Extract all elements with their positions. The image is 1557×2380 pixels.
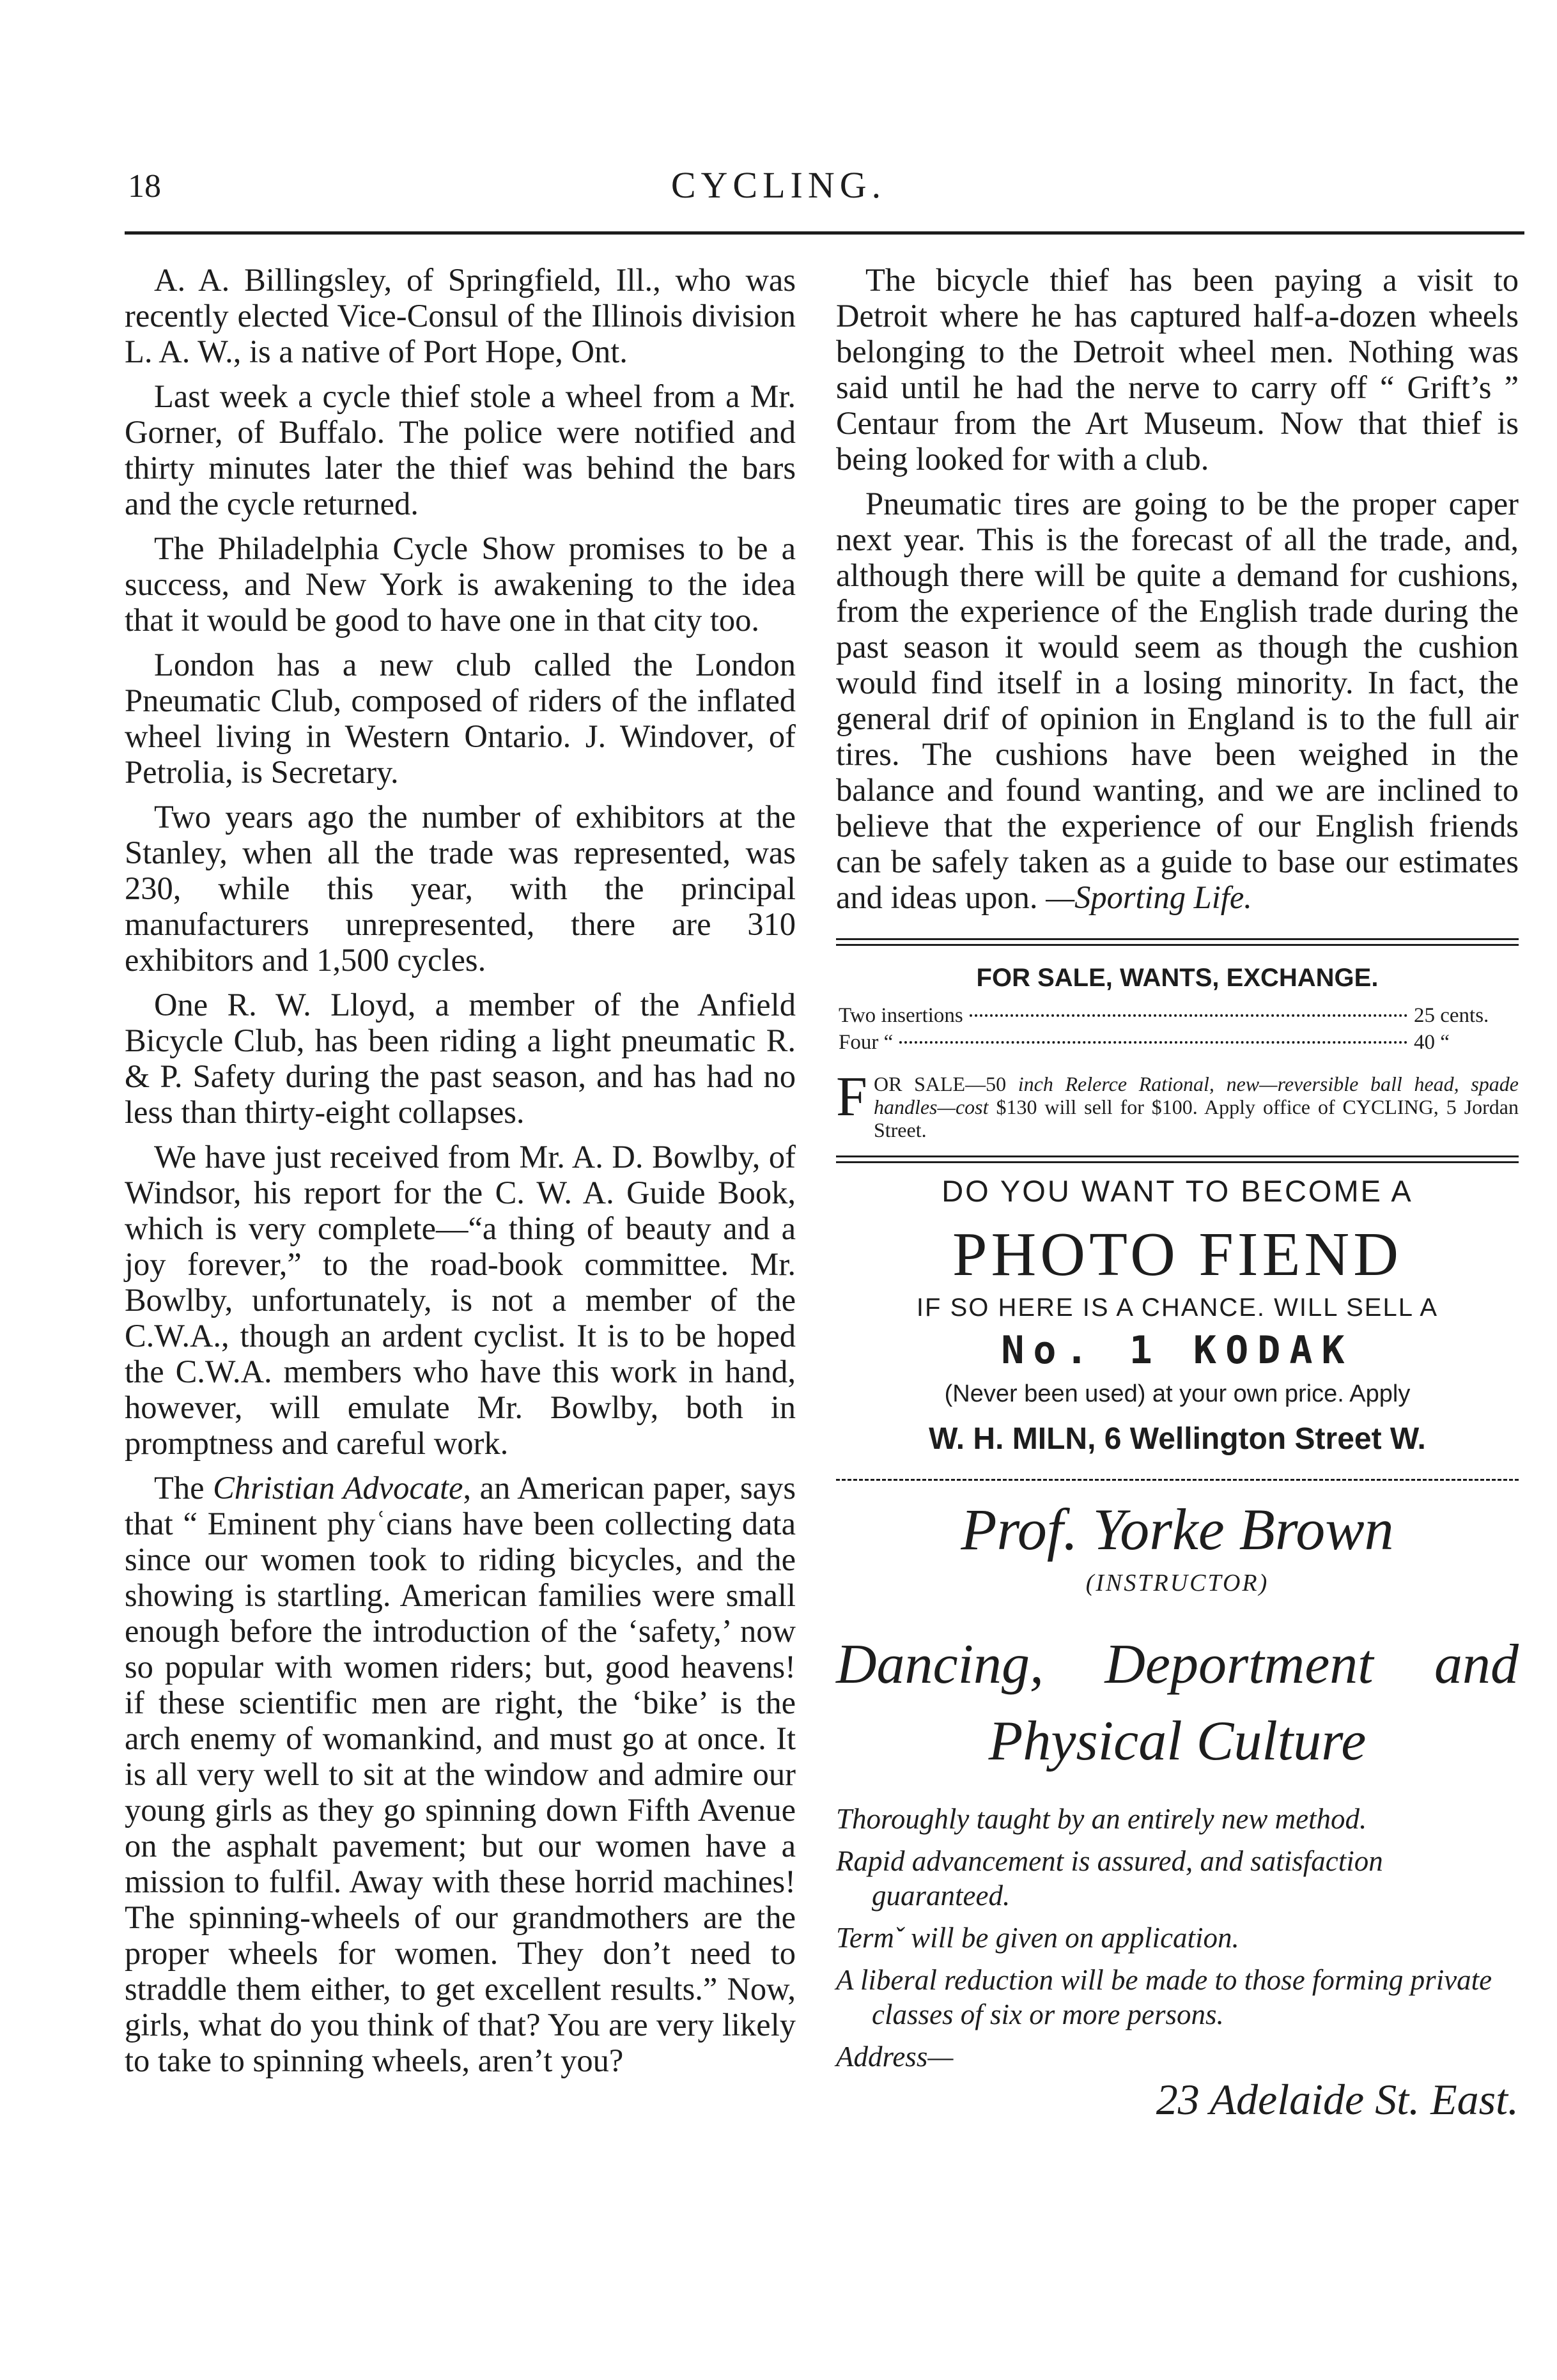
news-item-buffalo-thief: Last week a cycle thief stole a wheel from a Mr. Gorner, of Buffalo. The police were notified and thirty minutes later the thief was behind the bars and the cycle returned. [125, 378, 796, 522]
advert-headline: PHOTO FIEND [952, 1220, 1402, 1289]
classified-rest: $130 will sell for $100. Apply office of CYCLING, 5 Jordan Street. [873, 1095, 1519, 1141]
right-column [836, 262, 1519, 2133]
subjects-line [836, 1627, 1519, 1703]
detail-line: Rapid advancement is assured, and satisfaction guaranteed. [836, 1845, 1383, 1912]
subject-and: and [1434, 1634, 1519, 1696]
left-column [125, 262, 796, 2087]
rate-label: Four “ [839, 1031, 894, 1054]
advert-condition: (Never been used) at your own price. Apply [944, 1380, 1411, 1407]
news-item-detroit-thief: The bicycle thief has been paying a visit to Detroit where he has captured half-a-dozen wheels belonging to the Detroit wheel men. Nothing was said until he had the nerve to carry off “ Grift’s ” Centaur from the Art Museum. Now that thief is being looked for with a club. [836, 262, 1519, 477]
instructor-name: Prof. Yorke Brown [961, 1497, 1394, 1562]
detail-line: Thoroughly taught by an entirely new method. [836, 1803, 1367, 1835]
section-divider [836, 1155, 1519, 1163]
address-label: Address— [836, 2041, 954, 2073]
classified-italic: inch Relerce Rational, new—reversible ball head, spade handles—cost [873, 1072, 1519, 1118]
subject-deportment: Deportment [1104, 1634, 1374, 1696]
classified-ad-for-sale [836, 1066, 1519, 1141]
instructor-role: (INSTRUCTOR) [1085, 1570, 1269, 1596]
instructor-details [836, 1802, 1519, 2125]
advert-address: W. H. MILN, 6 Wellington Street W. [929, 1422, 1426, 1456]
advocate-title: Christian Advocate [213, 1470, 463, 1506]
advert-chance: IF SO HERE IS A CHANCE. WILL SELL A [916, 1294, 1439, 1322]
classified-lead: OR SALE—50 [873, 1072, 1018, 1095]
detail-line: A liberal reduction will be made to those forming private classes of six or more persons. [836, 1964, 1492, 2030]
photo-fiend-advert [836, 1172, 1519, 1460]
advocate-lead: The [154, 1470, 213, 1506]
news-item-christian-advocate [125, 1470, 796, 2078]
classifieds-heading: FOR SALE, WANTS, EXCHANGE. [976, 964, 1379, 992]
page-number: 18 [128, 168, 161, 205]
subject-physical-culture: Physical Culture [988, 1710, 1367, 1772]
subject-dancing: Dancing, [836, 1634, 1044, 1696]
header-rule [125, 231, 1524, 235]
section-divider [836, 1479, 1519, 1481]
leader-dots [970, 1014, 1407, 1017]
news-item-bowlby: We have just received from Mr. A. D. Bowlby, of Windsor, his report for the C. W. A. Guide Book, which is very complete—“a thing of beauty and a joy forever,” to the road-book committee. Mr. Bowlby, unfortunately, is not a member of the C.W.A., though an ardent cyclist. It is to be hoped the C.W.A. members who have this work in hand, however, will emulate Mr. Bowlby, both in promptness and careful work. [125, 1139, 796, 1461]
rate-row [836, 1029, 1519, 1056]
rate-value: 40 “ [1414, 1031, 1450, 1054]
news-item-lloyd: One R. W. Lloyd, a member of the Anfield Bicycle Club, has been riding a light pneumatic R. & P. Safety during the past season, and has had no less than thirty-eight collapses. [125, 987, 796, 1130]
leader-dots [899, 1041, 1407, 1044]
advert-product: No. 1 KODAK [1001, 1328, 1354, 1373]
news-item-stanley-show: Two years ago the number of exhibitors at the Stanley, when all the trade was represented, was 230, while this year, with the principal manufacturers unrepresented, there are 310 exhibitors and 1,500 cycles. [125, 799, 796, 978]
pneumatic-source: —Sporting Life. [1046, 879, 1252, 915]
dancing-instructor-advert [836, 1494, 1519, 1780]
advocate-text: , an American paper, says that “ Eminent phyʿcians have been collecting data since our women took to riding bicycles, and the showing is startling. American families were small enough before the introduction of the ‘safety,’ now so popular with women riders; but, good heavens! if these scientific men are right, the ‘bike’ is the arch enemy of womankind, and must go at once. It is all very well to sit at the window and admire our young girls as they go spinning down Fifth Avenue on the asphalt pavement; but our women have a mission to fulfil. Away with these horrid machines! The spinning-wheels of our grandmothers are the proper wheels for women. They don’t need to straddle them either, to get excellent results.” Now, girls, what do you think of that? You are very likely to take to spinning wheels, aren’t you? [125, 1470, 796, 2078]
detail-line: Termˇ will be given on application. [836, 1922, 1239, 1954]
news-item-philadelphia-show: The Philadelphia Cycle Show promises to be a success, and New York is awakening to the idea that it would be good to have one in that city too. [125, 530, 796, 638]
rate-row [836, 1002, 1519, 1029]
running-head-title: CYCLING. [670, 164, 887, 206]
rate-label: Two insertions [839, 1004, 963, 1027]
pneumatic-text: Pneumatic tires are going to be the proper caper next year. This is the forecast of all the trade, and, although there will be quite a demand for cushions, from the experience of the English trade during the past season it would seem as though the cushion would find itself in a losing minority. In fact, the general drif of opinion in England is to the full air tires. The cushions have been weighed in the balance and found wanting, and we are inclined to believe that the experience of our English friends can be safely taken as a guide to base our estimates and ideas upon. [836, 486, 1519, 915]
news-item-billingsley: A. A. Billingsley, of Springfield, Ill., who was recently elected Vice-Consul of the Illinois division L. A. W., is a native of Port Hope, Ont. [125, 262, 796, 369]
drop-cap: F [836, 1066, 867, 1128]
section-divider [836, 938, 1519, 946]
news-item-pneumatic-tires [836, 486, 1519, 915]
classifieds-section [836, 962, 1519, 1141]
street-address: 23 Adelaide St. East. [1156, 2075, 1519, 2124]
news-item-london-club: London has a new club called the London Pneumatic Club, composed of riders of the inflated wheel living in Western Ontario. J. Windover, of Petrolia, is Secretary. [125, 647, 796, 790]
rate-value: 25 cents. [1414, 1004, 1489, 1027]
advert-question: DO YOU WANT TO BECOME A [941, 1174, 1413, 1208]
